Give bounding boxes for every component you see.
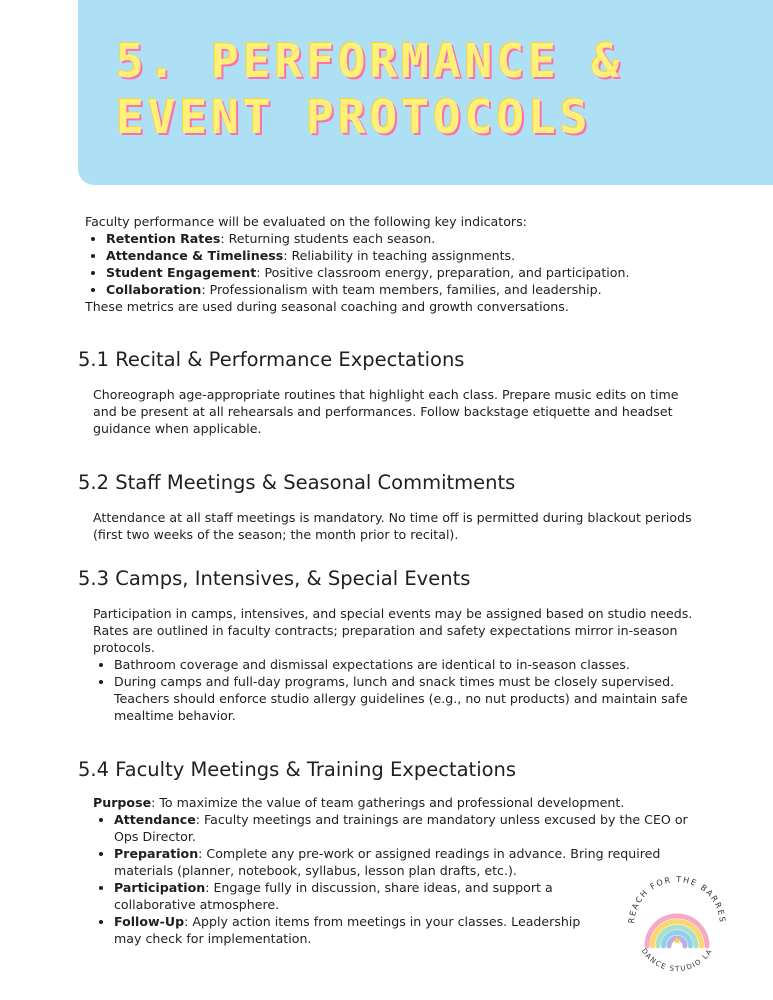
section-body-5-4	[93, 794, 693, 947]
meeting-list	[93, 811, 693, 947]
intro-lead: Faculty performance will be evaluated on the following key indicators:	[85, 214, 527, 229]
intro-closing: These metrics are used during seasonal coaching and growth conversations.	[85, 299, 569, 314]
section-heading-5-4: 5.4 Faculty Meetings & Training Expectations	[78, 758, 517, 781]
purpose-line: Purpose: To maximize the value of team gatherings and professional development.	[93, 795, 625, 810]
list-item: • During camps and full-day programs, lunch and snack times must be closely supervised. Teachers should enforce studio allergy guidelines (e.g., no nut products) and maintain safe mealtime behavior.	[114, 673, 693, 724]
list-item: • Participation: Engage fully in discussion, share ideas, and support a collaborative atmosphere.	[114, 879, 609, 913]
list-item: • Preparation: Complete any pre-work or assigned readings in advance. Bring required materials (planner, notebook, syllabus, lesson plan drafts, etc.).	[114, 845, 693, 879]
list-item: • Collaboration: Professionalism with team members, families, and leadership.	[106, 281, 705, 298]
list-item: • Retention Rates: Returning students each season.	[106, 230, 705, 247]
studio-logo	[622, 870, 732, 980]
title-banner	[78, 0, 773, 185]
intro-section	[85, 213, 705, 315]
list-item: • Attendance: Faculty meetings and trainings are mandatory unless excused by the CEO or Ops Director.	[114, 811, 693, 845]
section-heading-5-2: 5.2 Staff Meetings & Seasonal Commitments	[78, 471, 516, 494]
section-body-5-2	[93, 509, 693, 543]
section-paragraph: Choreograph age-appropriate routines that highlight each class. Prepare music edits on time and be present at all rehearsals and performances. Follow backstage etiquette and headset guidance when applicable.	[93, 387, 679, 436]
section-paragraph: Attendance at all staff meetings is mandatory. No time off is permitted during blackout periods (first two weeks of the season; the month prior to recital).	[93, 510, 692, 542]
section-body-5-3	[93, 605, 693, 724]
section-heading-5-1: 5.1 Recital & Performance Expectations	[78, 348, 465, 371]
logo-bottom-text: DANCE STUDIO LA	[639, 947, 715, 974]
indicator-list	[85, 230, 705, 298]
logo-top-text: REACH FOR THE BARRES	[626, 874, 728, 924]
star-icon: ★	[672, 934, 682, 947]
list-item: • Bathroom coverage and dismissal expectations are identical to in-season classes.	[114, 656, 693, 673]
section-heading-5-3: 5.3 Camps, Intensives, & Special Events	[78, 567, 471, 590]
page-title: 5. PERFORMANCE & EVENT PROTOCOLS	[116, 34, 624, 144]
camp-list	[93, 656, 693, 724]
list-item: • Follow-Up: Apply action items from meetings in your classes. Leadership may check for implementation.	[114, 913, 584, 947]
list-item: • Attendance & Timeliness: Reliability in teaching assignments.	[106, 247, 705, 264]
section-paragraph: Participation in camps, intensives, and special events may be assigned based on studio needs. Rates are outlined in faculty contracts; preparation and safety expectations mirror in-season protocols.	[93, 606, 693, 655]
section-body-5-1	[93, 386, 693, 437]
list-item: • Student Engagement: Positive classroom energy, preparation, and participation.	[106, 264, 705, 281]
